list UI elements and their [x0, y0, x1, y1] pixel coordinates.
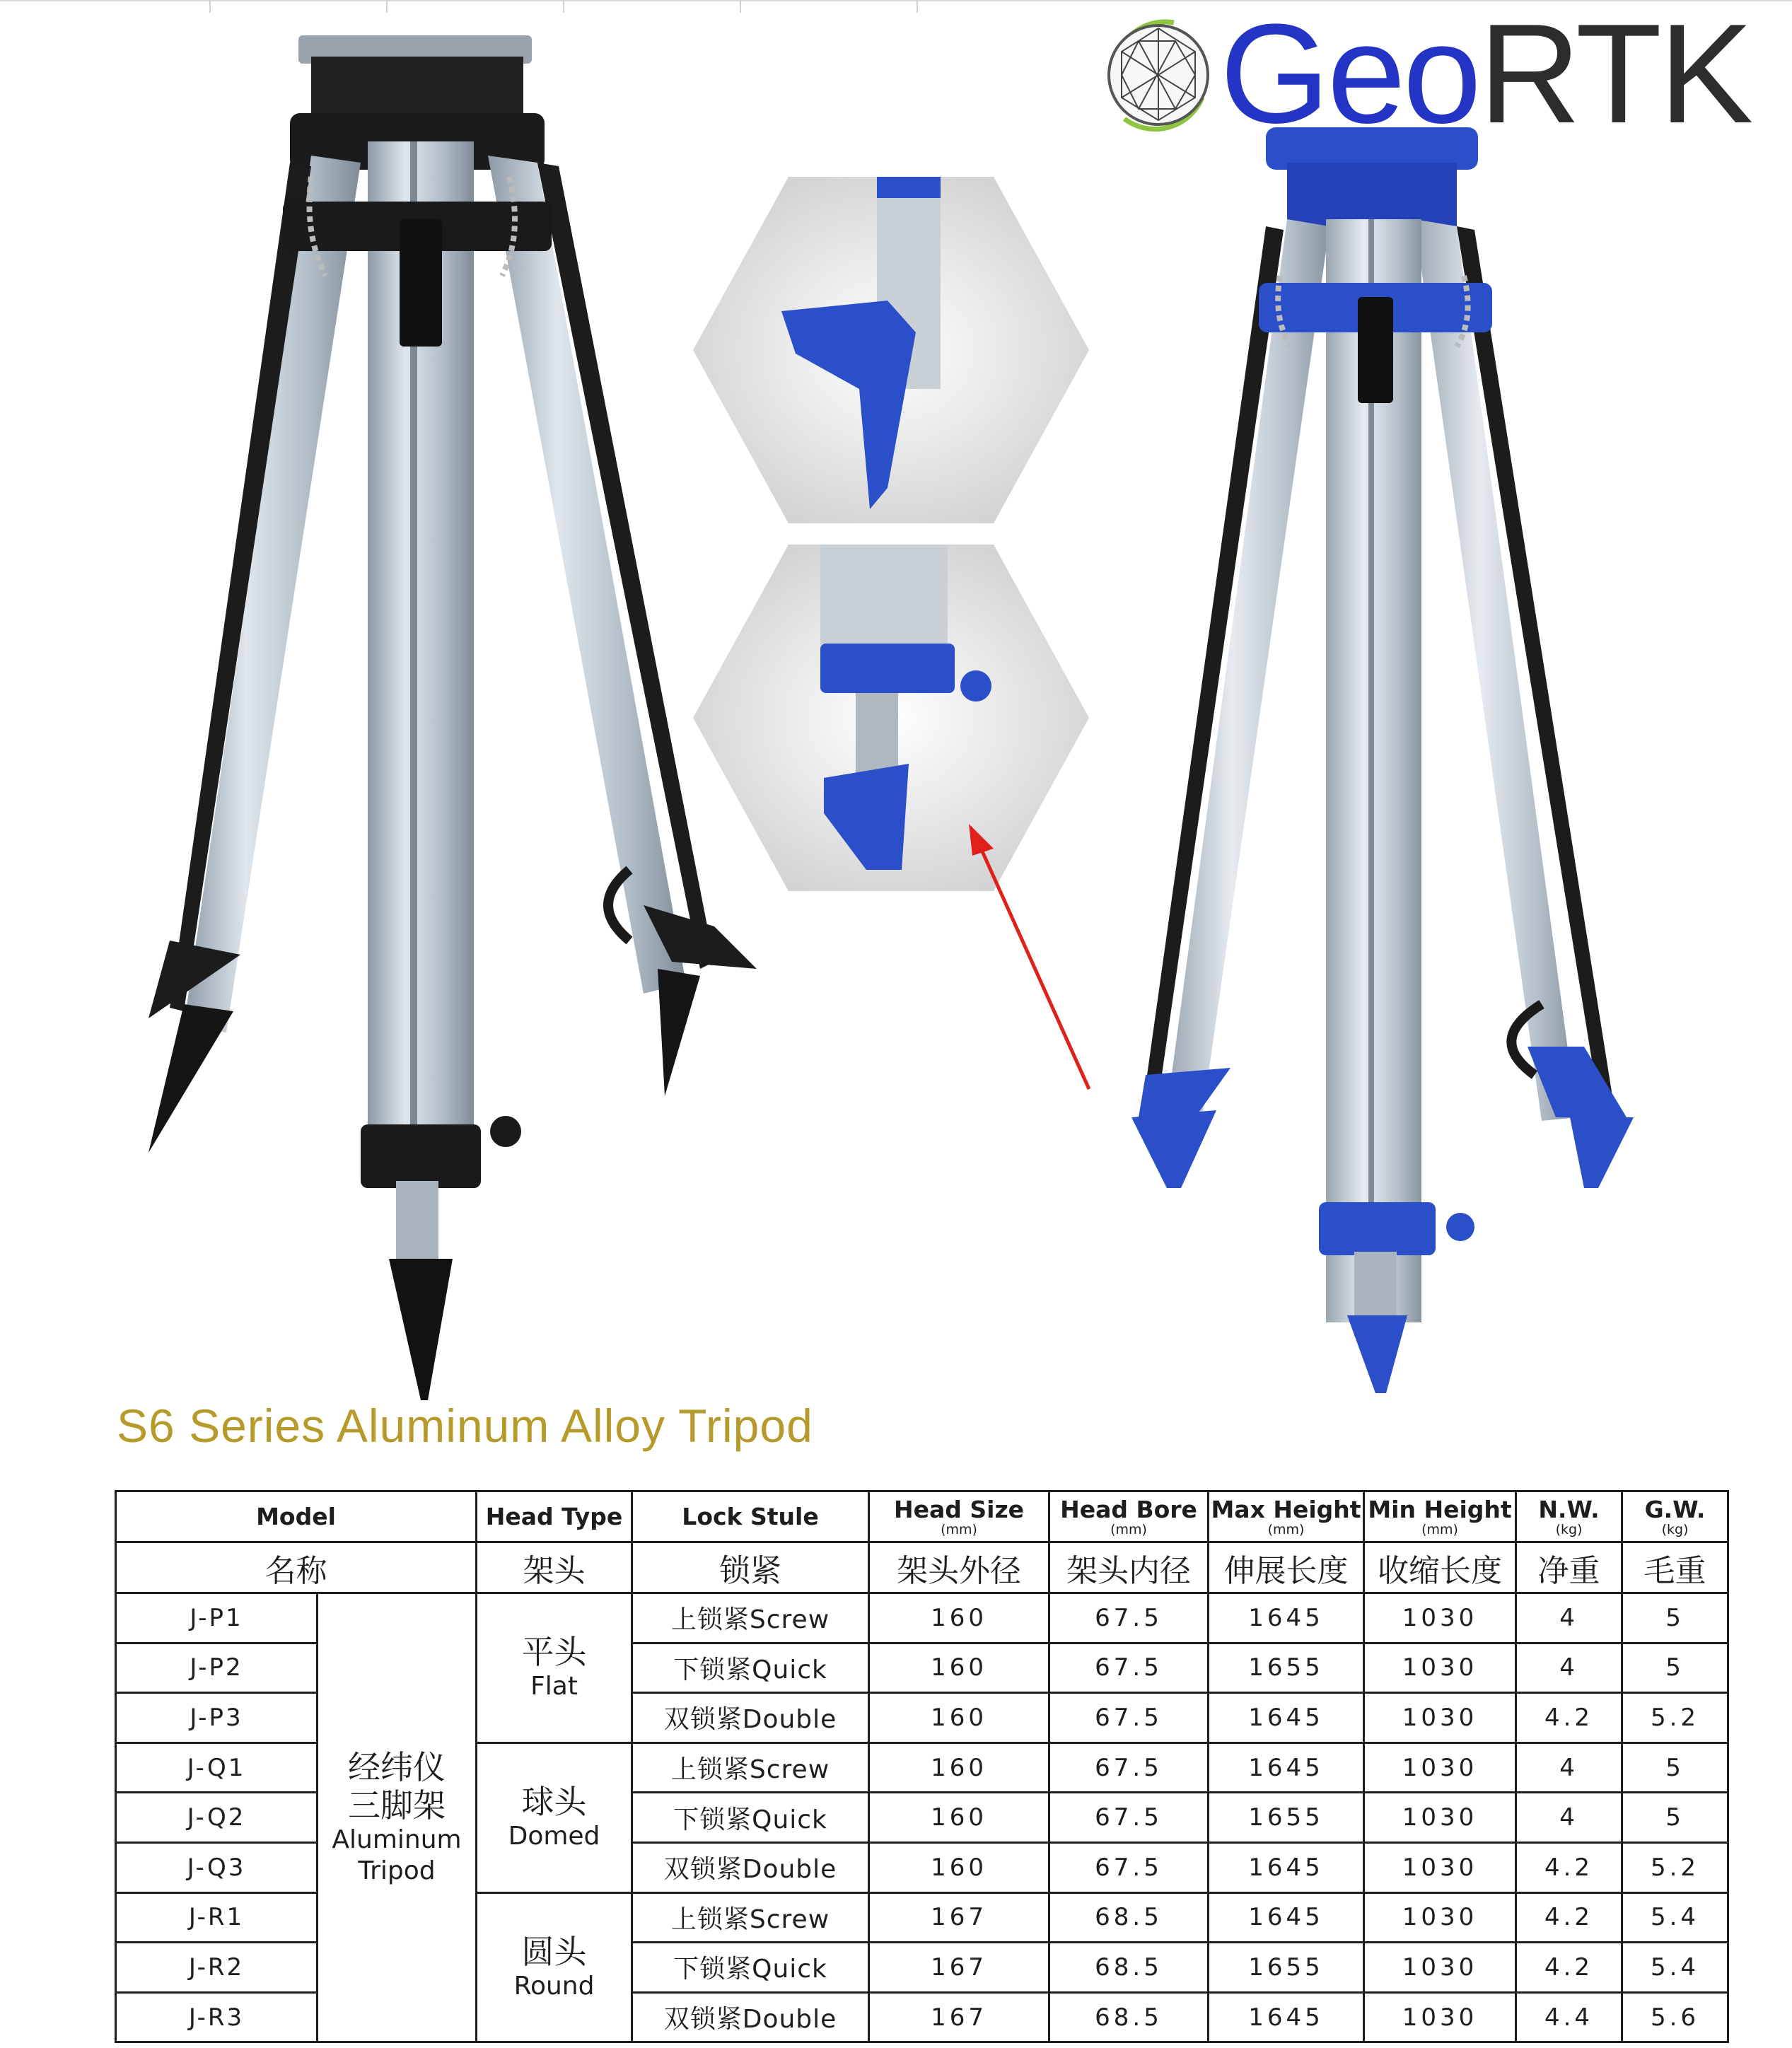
- nw-cell: 4.2: [1516, 1892, 1622, 1943]
- logo-geo-text: Geo: [1220, 0, 1479, 153]
- min-height-cell: 1030: [1364, 1943, 1516, 1993]
- lock-cell: 双锁紧Double: [632, 1842, 869, 1892]
- head-size-cell: 160: [869, 1742, 1049, 1793]
- head-type-cn: 圆头: [521, 1932, 587, 1971]
- header-nw: N.W. (kg): [1516, 1491, 1622, 1542]
- model-cell: J-Q2: [116, 1793, 318, 1843]
- nw-cell: 4: [1516, 1593, 1622, 1643]
- max-height-cell: 1645: [1209, 1992, 1364, 2042]
- max-height-cell: 1645: [1209, 1693, 1364, 1743]
- logo-wordmark: [1220, 0, 1751, 153]
- gw-cell: 5: [1622, 1593, 1728, 1643]
- max-height-cell: 1655: [1209, 1943, 1364, 1993]
- table-header-en-row: [116, 1491, 1728, 1542]
- product-name-cn: 经纬仪: [348, 1748, 446, 1787]
- header-min-height: Min Height (mm): [1364, 1491, 1516, 1542]
- nw-cell: 4: [1516, 1793, 1622, 1843]
- header-model: Model: [116, 1491, 477, 1542]
- lock-cell: 上锁紧Screw: [632, 1742, 869, 1793]
- lock-cell: 下锁紧Quick: [632, 1643, 869, 1693]
- head-type-cell: [477, 1593, 632, 1743]
- georetk-logo: [1096, 0, 1789, 153]
- model-cell: J-R2: [116, 1943, 318, 1993]
- gw-cell: 5.4: [1622, 1943, 1728, 1993]
- lock-cell: 双锁紧Double: [632, 1693, 869, 1743]
- lock-cell: 上锁紧Screw: [632, 1892, 869, 1943]
- head-bore-cell: 67.5: [1049, 1693, 1209, 1743]
- header-cn-nw: 净重: [1516, 1542, 1622, 1593]
- head-type-cn: 球头: [521, 1783, 587, 1822]
- nw-cell: 4.2: [1516, 1693, 1622, 1743]
- nw-cell: 4: [1516, 1643, 1622, 1693]
- min-height-cell: 1030: [1364, 1992, 1516, 2042]
- gw-cell: 5: [1622, 1643, 1728, 1693]
- min-height-cell: 1030: [1364, 1793, 1516, 1843]
- header-cn-max-height: 伸展长度: [1209, 1542, 1364, 1593]
- head-type-cell: [477, 1742, 632, 1892]
- model-cell: J-Q3: [116, 1842, 318, 1892]
- max-height-cell: 1655: [1209, 1643, 1364, 1693]
- header-cn-gw: 毛重: [1622, 1542, 1728, 1593]
- logo-rtk-text: RTK: [1479, 0, 1751, 153]
- model-cell: J-Q1: [116, 1742, 318, 1793]
- head-size-cell: 160: [869, 1593, 1049, 1643]
- head-bore-cell: 67.5: [1049, 1842, 1209, 1892]
- header-max-height: Max Height (mm): [1209, 1491, 1364, 1542]
- gw-cell: 5.2: [1622, 1842, 1728, 1892]
- header-lock: Lock Stule: [632, 1491, 869, 1542]
- head-bore-cell: 67.5: [1049, 1593, 1209, 1643]
- header-cn-head-size: 架头外径: [869, 1542, 1049, 1593]
- gw-cell: 5: [1622, 1793, 1728, 1843]
- head-bore-cell: 68.5: [1049, 1992, 1209, 2042]
- lock-cell: 下锁紧Quick: [632, 1793, 869, 1843]
- gw-cell: 5: [1622, 1742, 1728, 1793]
- head-type-en: Flat: [530, 1672, 578, 1701]
- lock-cell: 双锁紧Double: [632, 1992, 869, 2042]
- lock-cell: 上锁紧Screw: [632, 1593, 869, 1643]
- head-bore-cell: 68.5: [1049, 1892, 1209, 1943]
- header-cn-min-height: 收缩长度: [1364, 1542, 1516, 1593]
- max-height-cell: 1655: [1209, 1793, 1364, 1843]
- nw-cell: 4.2: [1516, 1842, 1622, 1892]
- head-bore-cell: 67.5: [1049, 1643, 1209, 1693]
- header-head-type: Head Type: [477, 1491, 632, 1542]
- min-height-cell: 1030: [1364, 1593, 1516, 1643]
- geodesic-globe-icon: [1096, 13, 1220, 136]
- product-name-en: Tripod: [358, 1856, 436, 1886]
- head-size-cell: 160: [869, 1693, 1049, 1743]
- max-height-cell: 1645: [1209, 1742, 1364, 1793]
- detail-hexagon-foot-spur: [690, 177, 1093, 523]
- min-height-cell: 1030: [1364, 1693, 1516, 1743]
- model-cell: J-P2: [116, 1643, 318, 1693]
- gw-cell: 5.6: [1622, 1992, 1728, 2042]
- head-size-cell: 160: [869, 1643, 1049, 1693]
- tripod-blue-photo: [1089, 113, 1669, 1400]
- min-height-cell: 1030: [1364, 1643, 1516, 1693]
- model-cell: J-R1: [116, 1892, 318, 1943]
- head-type-en: Domed: [508, 1822, 600, 1851]
- product-name-cn: 三脚架: [348, 1786, 446, 1825]
- head-bore-cell: 68.5: [1049, 1943, 1209, 1993]
- header-gw: G.W. (kg): [1622, 1491, 1728, 1542]
- header-head-bore: Head Bore (mm): [1049, 1491, 1209, 1542]
- head-type-cell: [477, 1892, 632, 2042]
- nw-cell: 4.2: [1516, 1943, 1622, 1993]
- header-cn-lock: 锁紧: [632, 1542, 869, 1593]
- gw-cell: 5.4: [1622, 1892, 1728, 1943]
- spec-table-body: [116, 1593, 1728, 2042]
- product-name-cell: [318, 1593, 477, 2042]
- head-size-cell: 167: [869, 1992, 1049, 2042]
- head-size-cell: 160: [869, 1842, 1049, 1892]
- lock-cell: 下锁紧Quick: [632, 1943, 869, 1993]
- head-type-en: Round: [513, 1971, 595, 2001]
- head-size-cell: 167: [869, 1892, 1049, 1943]
- model-cell: J-P3: [116, 1693, 318, 1743]
- header-cn-head-type: 架头: [477, 1542, 632, 1593]
- header-cn-head-bore: 架头内径: [1049, 1542, 1209, 1593]
- min-height-cell: 1030: [1364, 1842, 1516, 1892]
- nw-cell: 4: [1516, 1742, 1622, 1793]
- table-row: [116, 1593, 1728, 1643]
- product-series-title: S6 Series Aluminum Alloy Tripod: [117, 1400, 813, 1452]
- header-head-size: Head Size (mm): [869, 1491, 1049, 1542]
- gw-cell: 5.2: [1622, 1693, 1728, 1743]
- min-height-cell: 1030: [1364, 1892, 1516, 1943]
- max-height-cell: 1645: [1209, 1593, 1364, 1643]
- max-height-cell: 1645: [1209, 1842, 1364, 1892]
- head-size-cell: 160: [869, 1793, 1049, 1843]
- header-cn-model: 名称: [116, 1542, 477, 1593]
- head-size-cell: 167: [869, 1943, 1049, 1993]
- max-height-cell: 1645: [1209, 1892, 1364, 1943]
- nw-cell: 4.4: [1516, 1992, 1622, 2042]
- head-type-cn: 平头: [521, 1633, 587, 1672]
- table-header-cn-row: [116, 1542, 1728, 1593]
- head-bore-cell: 67.5: [1049, 1793, 1209, 1843]
- spec-table: [115, 1490, 1729, 2043]
- min-height-cell: 1030: [1364, 1742, 1516, 1793]
- head-bore-cell: 67.5: [1049, 1742, 1209, 1793]
- model-cell: J-R3: [116, 1992, 318, 2042]
- product-name-en: Aluminum: [332, 1825, 462, 1855]
- model-cell: J-P1: [116, 1593, 318, 1643]
